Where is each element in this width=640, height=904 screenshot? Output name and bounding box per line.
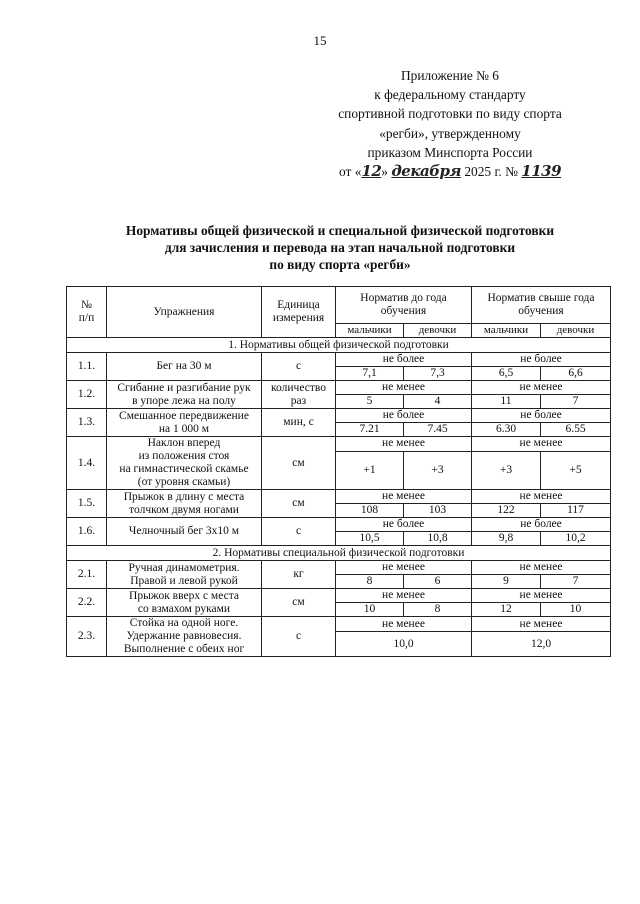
condition-first-year: не менее xyxy=(336,589,472,603)
handwritten-day: 12 xyxy=(361,162,382,181)
value-boys-after-year: 12 xyxy=(472,603,541,617)
handwritten-order-number: 1139 xyxy=(521,162,562,181)
header-girls: девочки xyxy=(541,324,611,338)
header-boys: мальчики xyxy=(472,324,541,338)
exercise-line: (от уровня скамьи) xyxy=(137,476,231,488)
condition-after-year: не менее xyxy=(472,490,611,504)
condition-first-year: не менее xyxy=(336,381,472,395)
value-girls-after-year: 6,6 xyxy=(541,367,611,381)
value-boys-after-year: +3 xyxy=(472,451,541,489)
exercise-line: Смешанное передвижение xyxy=(119,409,249,422)
appendix-line: приказом Минспорта России xyxy=(367,144,533,160)
date-prefix: от « xyxy=(338,164,362,180)
value-girls-after-year: 10,2 xyxy=(541,532,611,546)
header-unit: Единица измерения xyxy=(262,287,336,338)
appendix-line: Приложение № 6 xyxy=(400,68,500,83)
value-boys-after-year: 11 xyxy=(472,395,541,409)
row-number: 1.6. xyxy=(67,518,107,546)
exercise-line: Удержание равновесия. xyxy=(126,630,242,642)
exercise-name xyxy=(107,409,262,437)
exercise-line: на 1 000 м xyxy=(158,422,210,435)
document-title xyxy=(0,222,640,273)
table-row xyxy=(67,437,611,452)
table-row xyxy=(67,490,611,504)
exercise-line: Ручная динамометрия. xyxy=(128,561,240,574)
section-heading: 1. Нормативы общей физической подготовки xyxy=(67,338,611,353)
exercise-line: на гимнастической скамье xyxy=(119,463,249,475)
exercise-line: из положения стоя xyxy=(138,450,230,462)
exercise-line: Бег на 30 м xyxy=(156,360,212,372)
condition-after-year: не менее xyxy=(472,589,611,603)
appendix-line: спортивной подготовки по виду спорта xyxy=(338,106,562,122)
value-girls-first-year: 8 xyxy=(404,603,472,617)
row-number: 2.2. xyxy=(67,589,107,617)
unit: с xyxy=(262,518,336,546)
table-row xyxy=(67,617,611,632)
header-girls: девочки xyxy=(404,324,472,338)
value-boys-after-year: 9,8 xyxy=(472,532,541,546)
value-boys-after-year: 122 xyxy=(472,504,541,518)
exercise-line: Выполнение с обеих ног xyxy=(123,643,245,655)
value-boys-after-year: 6.30 xyxy=(472,423,541,437)
value-girls-first-year: 4 xyxy=(404,395,472,409)
condition-after-year: не менее xyxy=(472,381,611,395)
unit: мин, с xyxy=(262,409,336,437)
appendix-line: «регби», утвержденному xyxy=(379,125,521,141)
condition-first-year: не менее xyxy=(336,617,472,632)
date-mid: » xyxy=(381,164,388,180)
condition-after-year: не более xyxy=(472,409,611,423)
value-boys-first-year: 8 xyxy=(336,575,404,589)
value-boys-first-year: 10,5 xyxy=(336,532,404,546)
header-exercise: Упражнения xyxy=(107,287,262,338)
value-boys-first-year: 10 xyxy=(336,603,404,617)
condition-after-year: не менее xyxy=(472,437,611,452)
value-boys-first-year: 7.21 xyxy=(336,423,404,437)
value-boys-first-year: 7,1 xyxy=(336,367,404,381)
value-girls-first-year: 7,3 xyxy=(404,367,472,381)
exercise-line: Правой и левой рукой xyxy=(130,574,238,587)
value-girls-first-year: 103 xyxy=(404,504,472,518)
table-row xyxy=(67,518,611,532)
exercise-line: толчком двумя ногами xyxy=(129,503,239,516)
condition-after-year: не менее xyxy=(472,617,611,632)
value-girls-after-year: 7 xyxy=(541,395,611,409)
value-girls-after-year: 10 xyxy=(541,603,611,617)
value-girls-after-year: 7 xyxy=(541,575,611,589)
exercise-line: Челночный бег 3x10 м xyxy=(128,525,240,537)
exercise-line: Прыжок вверх с места xyxy=(129,589,239,602)
title-line: по виду спорта «регби» xyxy=(269,257,411,272)
header-norm-first-year: Норматив до года обучения xyxy=(336,287,472,324)
exercise-name xyxy=(107,589,262,617)
appendix-line: к федеральному стандарту xyxy=(374,87,526,103)
condition-first-year: не более xyxy=(336,518,472,532)
header-norm-after-year: Норматив свыше года обучения xyxy=(472,287,611,324)
value-girls-after-year: 117 xyxy=(541,504,611,518)
page-number: 15 xyxy=(313,33,327,48)
condition-after-year: не менее xyxy=(472,561,611,575)
row-number: 1.2. xyxy=(67,381,107,409)
table-row xyxy=(67,409,611,423)
handwritten-month: декабря xyxy=(391,162,461,181)
exercise-name xyxy=(107,490,262,518)
appendix-header xyxy=(330,66,570,181)
exercise-name xyxy=(107,353,262,381)
table-row xyxy=(67,381,611,395)
exercise-name xyxy=(107,617,262,657)
table-row xyxy=(67,353,611,367)
value-first-year: 10,0 xyxy=(336,632,472,657)
norms-table-body xyxy=(67,287,611,657)
title-line: для зачисления и перевода на этап начальной подготовки xyxy=(164,240,516,255)
value-girls-first-year: +3 xyxy=(404,451,472,489)
exercise-line: Стойка на одной ноге. xyxy=(129,617,239,629)
exercise-line: Прыжок в длину с места xyxy=(123,490,245,503)
value-boys-first-year: 5 xyxy=(336,395,404,409)
value-boys-first-year: +1 xyxy=(336,451,404,489)
value-girls-first-year: 6 xyxy=(404,575,472,589)
order-date-line xyxy=(330,162,570,181)
exercise-name xyxy=(107,561,262,589)
unit: количество раз xyxy=(262,381,336,409)
unit: с xyxy=(262,353,336,381)
value-girls-first-year: 10,8 xyxy=(404,532,472,546)
condition-after-year: не более xyxy=(472,353,611,367)
exercise-name xyxy=(107,437,262,490)
row-number: 2.3. xyxy=(67,617,107,657)
value-girls-after-year: +5 xyxy=(541,451,611,489)
norms-table xyxy=(66,286,611,657)
header-num: № п/п xyxy=(67,287,107,338)
value-boys-first-year: 108 xyxy=(336,504,404,518)
row-number: 1.5. xyxy=(67,490,107,518)
table-row xyxy=(67,561,611,575)
exercise-line: Сгибание и разгибание рук xyxy=(117,381,251,394)
condition-first-year: не более xyxy=(336,409,472,423)
row-number: 1.4. xyxy=(67,437,107,490)
exercise-line: со взмахом руками xyxy=(137,602,231,615)
year-text: 2025 г. № xyxy=(464,164,518,180)
value-after-year: 12,0 xyxy=(472,632,611,657)
condition-first-year: не менее xyxy=(336,561,472,575)
unit: см xyxy=(262,589,336,617)
section-heading: 2. Нормативы специальной физической подготовки xyxy=(67,546,611,561)
unit: см xyxy=(262,490,336,518)
row-number: 2.1. xyxy=(67,561,107,589)
unit: см xyxy=(262,437,336,490)
unit: кг xyxy=(262,561,336,589)
exercise-name xyxy=(107,381,262,409)
condition-first-year: не менее xyxy=(336,437,472,452)
exercise-line: Наклон вперед xyxy=(147,437,221,449)
row-number: 1.3. xyxy=(67,409,107,437)
condition-after-year: не более xyxy=(472,518,611,532)
value-girls-after-year: 6.55 xyxy=(541,423,611,437)
exercise-line: в упоре лежа на полу xyxy=(132,394,236,407)
title-line: Нормативы общей физической и специальной физической подготовки xyxy=(125,223,555,238)
value-girls-first-year: 7.45 xyxy=(404,423,472,437)
row-number: 1.1. xyxy=(67,353,107,381)
table-row xyxy=(67,589,611,603)
unit: с xyxy=(262,617,336,657)
exercise-name xyxy=(107,518,262,546)
value-boys-after-year: 6,5 xyxy=(472,367,541,381)
condition-first-year: не менее xyxy=(336,490,472,504)
value-boys-after-year: 9 xyxy=(472,575,541,589)
header-boys: мальчики xyxy=(336,324,404,338)
condition-first-year: не более xyxy=(336,353,472,367)
